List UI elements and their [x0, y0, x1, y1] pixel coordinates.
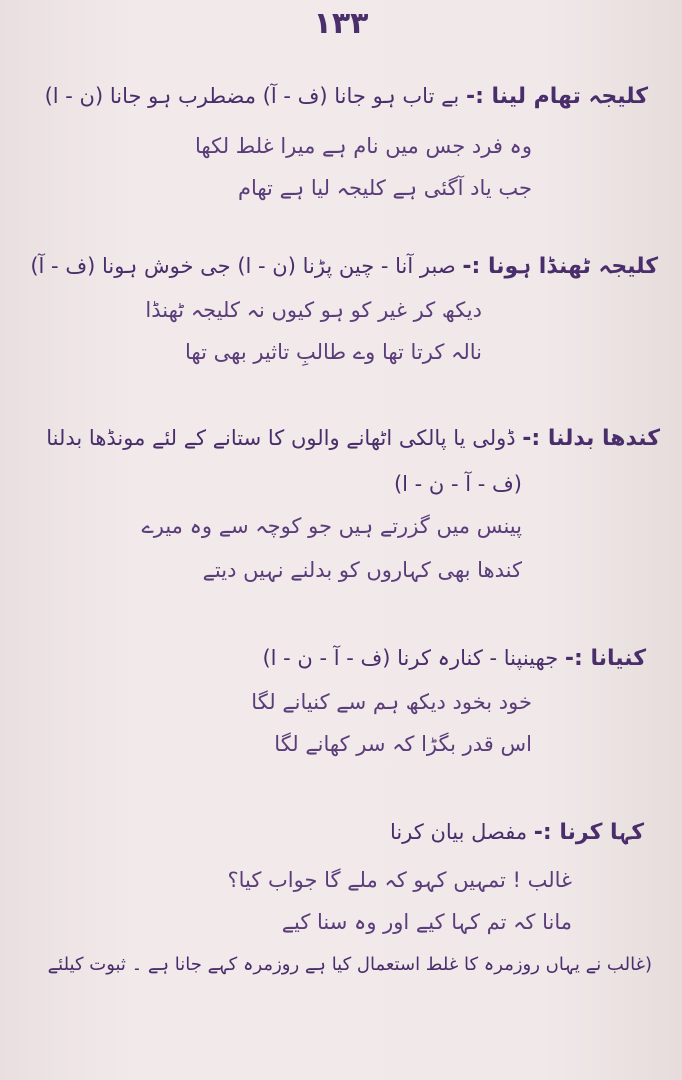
- entry-5-headword: کہا کرنا :-: [533, 820, 644, 845]
- entry-5-line: [390, 822, 644, 844]
- entry-4-verse-1: خود بخود دیکھ ہم سے کنیانے لگا: [251, 690, 532, 714]
- entry-1-line: [45, 86, 648, 108]
- entry-3-definition-cont: (ف - آ - ن - ا): [393, 472, 522, 496]
- entry-5-verse-1: غالب ! تمہیں کہو کہ ملے گا جواب کیا؟: [227, 868, 572, 892]
- entry-5-verse-2: مانا کہ تم کہا کیے اور وہ سنا کیے: [281, 910, 572, 934]
- entry-3-definition: ڈولی یا پالکی اٹھانے والوں کا ستانے کے لئے مونڈھا بدلنا: [46, 426, 516, 450]
- entry-1-headword: کلیجہ تھام لینا :-: [465, 84, 648, 109]
- page-number: ۱۳۳: [313, 6, 369, 41]
- entry-3-verse-1: پینس میں گزرتے ہیں جو کوچہ سے وہ میرے: [141, 514, 522, 538]
- entry-1-verse-2: جب یاد آگئی ہے کلیجہ لیا ہے تھام: [237, 176, 532, 200]
- entry-2-verse-2: نالہ کرتا تھا وے طالبِ تاثیر بھی تھا: [185, 340, 482, 364]
- entry-4-verse-2: اس قدر بگڑا کہ سر کھانے لگا: [274, 732, 532, 756]
- entry-2-line: [30, 256, 658, 278]
- entry-4-headword: کنیانا :-: [564, 646, 646, 671]
- entry-3-line: [46, 428, 660, 450]
- entry-5-note: (غالب نے یہاں روزمرہ کا غلط استعمال کیا ہے روزمرہ کہے جانا ہے ۔ ثبوت کیلئے: [47, 954, 652, 975]
- entry-4-line: [262, 648, 646, 670]
- entry-2-definition: صبر آنا - چین پڑنا (ن - ا) جی خوش ہونا (ف - آ): [30, 254, 456, 278]
- entry-2-headword: کلیجہ ٹھنڈا ہونا :-: [462, 254, 658, 279]
- entry-3-headword: کندھا بدلنا :-: [522, 426, 660, 451]
- entry-1-definition: بے تاب ہو جانا (ف - آ) مضطرب ہو جانا (ن - ا): [44, 84, 460, 108]
- entry-2-verse-1: دیکھ کر غیر کو ہو کیوں نہ کلیجہ ٹھنڈا: [145, 298, 482, 322]
- entry-5-definition: مفصل بیان کرنا: [389, 820, 528, 844]
- entry-3-verse-2: کندھا بھی کہاروں کو بدلنے نہیں دیتے: [202, 558, 522, 582]
- entry-4-definition: جھینپنا - کنارہ کرنا (ف - آ - ن - ا): [262, 646, 559, 670]
- entry-1-verse-1: وہ فرد جس میں نام ہے میرا غلط لکھا: [195, 134, 532, 158]
